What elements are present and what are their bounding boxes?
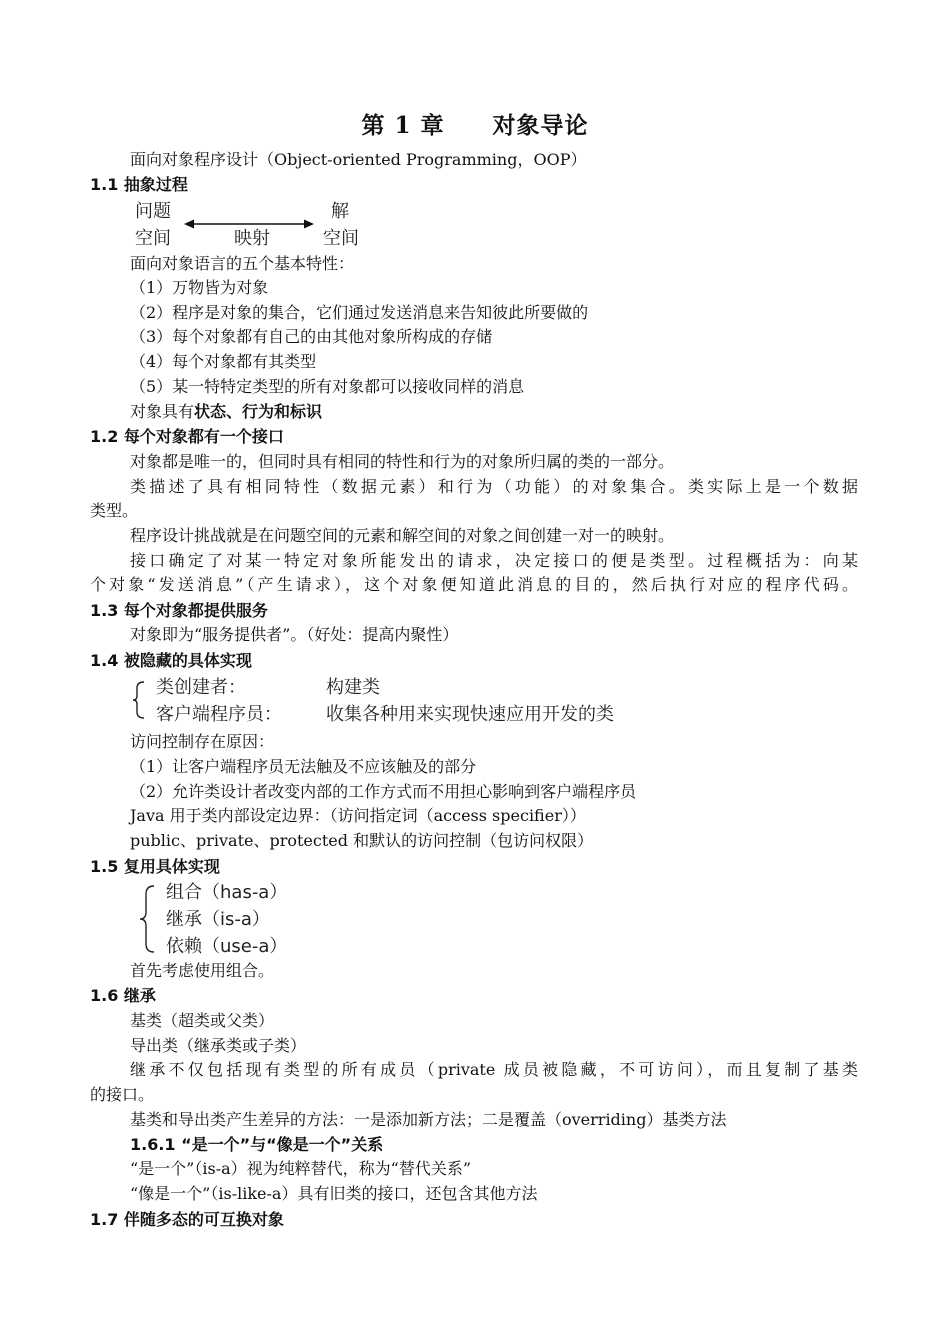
role-class-creator-desc: 构建类: [326, 677, 380, 698]
diagram-space-left-label: 空间: [135, 228, 171, 249]
left-brace-icon: [132, 680, 146, 720]
section-1-1-heading: 1.1 抽象过程: [90, 175, 188, 194]
section-1-5-heading: 1.5 复用具体实现: [90, 857, 220, 876]
diagram-solution-label: 解: [331, 201, 349, 222]
difference-methods-line: 基类和导出类产生差异的方法：一是添加新方法；二是覆盖（overriding）基类方法: [130, 1110, 727, 1129]
reuse-item-composition: 组合（has-a）: [166, 882, 288, 903]
feature-item-4: （4）每个对象都有其类型: [130, 352, 317, 371]
is-like-a-line: “像是一个”（is-like-a）具有旧类的接口，还包含其他方法: [130, 1184, 538, 1203]
diagram-space-right-label: 空间: [323, 228, 359, 249]
base-class-line: 基类（超类或父类）: [130, 1011, 275, 1030]
section-1-7-heading: 1.7 伴随多态的可互换对象: [90, 1210, 284, 1229]
access-modifiers-line: public、private、protected 和默认的访问控制（包访问权限）: [130, 831, 594, 850]
chapter-title: [0, 114, 950, 137]
intro-line: 面向对象程序设计（Object-oriented Programming，OOP）: [130, 150, 587, 169]
feature-item-5: （5）某一特特定类型的所有对象都可以接收同样的消息: [130, 377, 525, 396]
chapter-number: 第 1 章: [361, 112, 445, 139]
object-summary-prefix: 对象具有: [130, 402, 195, 421]
s12-paragraph-3: 程序设计挑战就是在问题空间的元素和解空间的对象之间创建一对一的映射。: [130, 526, 675, 545]
diagram-problem-label: 问题: [135, 201, 171, 222]
diagram-mapping-label: 映射: [234, 228, 270, 249]
role-client-programmer: 客户端程序员：: [156, 704, 282, 725]
left-brace-icon: [138, 884, 156, 954]
access-reason-1: （1）让客户端程序员无法触及不应该触及的部分: [130, 757, 477, 776]
access-reason-lead: 访问控制存在原因：: [130, 732, 275, 751]
object-summary-bold: 状态、行为和标识: [194, 402, 323, 421]
section-1-4-heading: 1.4 被隐藏的具体实现: [90, 651, 252, 670]
section-1-3-heading: 1.3 每个对象都提供服务: [90, 601, 268, 620]
object-summary: [130, 404, 322, 420]
derived-class-line: 导出类（继承类或子类）: [130, 1036, 307, 1055]
reuse-item-inheritance: 继承（is-a）: [166, 909, 270, 930]
access-reason-2: （2）允许类设计者改变内部的工作方式而不用担心影响到客户端程序员: [130, 782, 637, 801]
s12-paragraph-4-line-1: 接口确定了对某一特定对象所能发出的请求，决定接口的便是类型。过程概括为：向某: [130, 551, 858, 570]
s13-paragraph-1: 对象即为“服务提供者”。（好处：提高内聚性）: [130, 625, 459, 644]
inheritance-paragraph-line-1: 继承不仅包括现有类型的所有成员（private 成员被隐藏，不可访问），而且复制了基类: [130, 1060, 858, 1079]
is-a-line: “是一个”（is-a）视为纯粹替代，称为“替代关系”: [130, 1159, 471, 1178]
features-lead: 面向对象语言的五个基本特性：: [130, 254, 355, 273]
s12-paragraph-1: 对象都是唯一的，但同时具有相同的特性和行为的对象所归属的类的一部分。: [130, 452, 675, 471]
inheritance-paragraph-line-2: 的接口。: [90, 1085, 155, 1104]
role-client-programmer-desc: 收集各种用来实现快速应用开发的类: [326, 704, 614, 725]
s12-paragraph-2-line-2: 类型。: [90, 501, 139, 520]
section-1-2-heading: 1.2 每个对象都有一个接口: [90, 427, 284, 446]
reuse-item-dependency: 依赖（use-a）: [166, 936, 288, 957]
role-class-creator: 类创建者：: [156, 677, 246, 698]
feature-item-3: （3）每个对象都有自己的由其他对象所构成的存储: [130, 327, 493, 346]
subsection-1-6-1-heading: 1.6.1 “是一个”与“像是一个”关系: [130, 1135, 384, 1154]
feature-item-1: （1）万物皆为对象: [130, 278, 269, 297]
feature-item-2: （2）程序是对象的集合，它们通过发送消息来告知彼此所要做的: [130, 303, 589, 322]
s12-paragraph-4-line-2: 个对象“发送消息”（产生请求），这个对象便知道此消息的目的，然后执行对应的程序代码。: [90, 575, 858, 594]
java-boundary-line: Java 用于类内部设定边界：（访问指定词（access specifier））: [130, 806, 586, 825]
chapter-name: 对象导论: [492, 112, 589, 139]
reuse-note: 首先考虑使用组合。: [130, 961, 275, 980]
double-arrow-icon: [184, 216, 314, 232]
s12-paragraph-2-line-1: 类描述了具有相同特性（数据元素）和行为（功能）的对象集合。类实际上是一个数据: [130, 477, 858, 496]
section-1-6-heading: 1.6 继承: [90, 986, 156, 1005]
